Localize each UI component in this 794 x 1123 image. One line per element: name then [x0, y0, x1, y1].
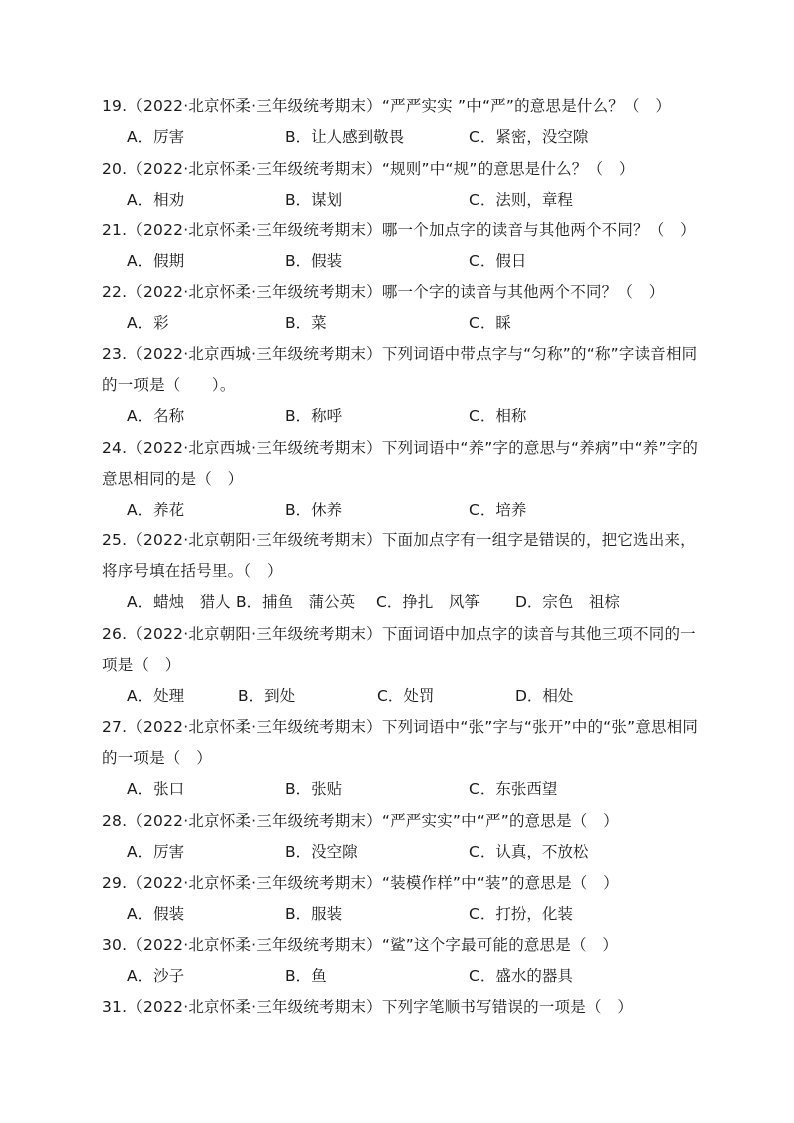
- question-28: [102, 806, 702, 868]
- question-text: 24.（2022·北京西城·三年级统考期末）下列词语中“养”字的意思与“养病”中“养”字的: [102, 439, 699, 457]
- option-b[interactable]: B．张贴: [285, 780, 343, 798]
- options-row: [102, 246, 702, 277]
- option-a[interactable]: A．厉害: [127, 843, 185, 861]
- options-row: [102, 122, 702, 153]
- options-row: [102, 681, 702, 712]
- question-text: 19.（2022·北京怀柔·三年级统考期末）“严严实实 ”中“严”的意思是什么？（ ）: [102, 97, 672, 115]
- option-c[interactable]: C．认真，不放松: [469, 843, 589, 861]
- option-c[interactable]: C．紧密，没空隙: [469, 128, 589, 146]
- option-a[interactable]: A．假期: [127, 252, 185, 270]
- option-a[interactable]: A．相劝: [127, 191, 185, 209]
- question-29: [102, 868, 702, 930]
- question-21: [102, 215, 702, 277]
- question-24: [102, 433, 702, 526]
- option-a[interactable]: A．养花: [127, 501, 185, 519]
- option-a[interactable]: A．厉害: [127, 128, 185, 146]
- option-c[interactable]: C．假日: [469, 252, 527, 270]
- option-c[interactable]: C．睬: [469, 314, 511, 332]
- options-row: [102, 837, 702, 868]
- options-row: [102, 587, 702, 618]
- option-b[interactable]: B．称呼: [285, 407, 343, 425]
- option-c[interactable]: C．东张西望: [469, 780, 558, 798]
- question-27: [102, 712, 702, 805]
- question-25: [102, 525, 702, 618]
- option-a[interactable]: A．蜡烛 猎人: [127, 593, 231, 611]
- option-a[interactable]: A．张口: [127, 780, 185, 798]
- option-c[interactable]: C．打扮，化装: [469, 905, 573, 923]
- options-row: [102, 401, 702, 432]
- option-b[interactable]: B．捕鱼 蒲公英: [236, 593, 356, 611]
- question-text: 28.（2022·北京怀柔·三年级统考期末）“严严实实”中“严”的意思是（ ）: [102, 812, 619, 830]
- options-row: [102, 899, 702, 930]
- option-b[interactable]: B．让人感到敬畏: [285, 128, 405, 146]
- option-c[interactable]: C．相称: [469, 407, 527, 425]
- question-text: 30.（2022·北京怀柔·三年级统考期末）“鲨”这个字最可能的意思是（ ）: [102, 936, 619, 954]
- options-row: [102, 774, 702, 805]
- option-b[interactable]: B．菜: [285, 314, 327, 332]
- option-a[interactable]: A．名称: [127, 407, 185, 425]
- question-text: 20.（2022·北京怀柔·三年级统考期末）“规则”中“规”的意思是什么？（ ）: [102, 160, 635, 178]
- option-c[interactable]: C．挣扎 风筝: [376, 593, 480, 611]
- option-b[interactable]: B．鱼: [285, 967, 327, 985]
- question-text: 26.（2022·北京朝阳·三年级统考期末）下面词语中加点字的读音与其他三项不同的一: [102, 625, 696, 643]
- option-b[interactable]: B．到处: [238, 687, 296, 705]
- question-30: [102, 930, 702, 992]
- question-31: [102, 992, 702, 1023]
- option-b[interactable]: B．假装: [285, 252, 343, 270]
- option-b[interactable]: B．服装: [285, 905, 343, 923]
- option-a[interactable]: A．彩: [127, 314, 169, 332]
- option-d[interactable]: D．相处: [515, 687, 574, 705]
- question-text: 21.（2022·北京怀柔·三年级统考期末）哪一个加点字的读音与其他两个不同？（ ）: [102, 221, 696, 239]
- options-row: [102, 185, 702, 216]
- option-a[interactable]: A．处理: [127, 687, 185, 705]
- question-20: [102, 154, 702, 216]
- option-c[interactable]: C．处罚: [377, 687, 435, 705]
- question-text: 23.（2022·北京西城·三年级统考期末）下列词语中带点字与“匀称”的“称”字读音相同: [102, 345, 698, 363]
- question-text-continued: 意思相同的是（ ）: [102, 470, 244, 488]
- option-d[interactable]: D．宗色 祖棕: [515, 593, 620, 611]
- question-text: 31.（2022·北京怀柔·三年级统考期末）下列字笔顺书写错误的一项是（ ）: [102, 998, 634, 1016]
- option-b[interactable]: B．休养: [285, 501, 343, 519]
- question-26: [102, 619, 702, 712]
- options-row: [102, 308, 702, 339]
- question-text: 22.（2022·北京怀柔·三年级统考期末）哪一个字的读音与其他两个不同？（ ）: [102, 283, 665, 301]
- question-23: [102, 339, 702, 432]
- question-22: [102, 277, 702, 339]
- question-text: 25.（2022·北京朝阳·三年级统考期末）下面加点字有一组字是错误的，把它选出来，: [102, 531, 696, 549]
- question-text: 27.（2022·北京怀柔·三年级统考期末）下列词语中“张”字与“张开”中的“张”意思相同: [102, 718, 699, 736]
- option-b[interactable]: B．没空隙: [285, 843, 358, 861]
- option-c[interactable]: C．培养: [469, 501, 527, 519]
- option-a[interactable]: A．沙子: [127, 967, 185, 985]
- option-a[interactable]: A．假装: [127, 905, 185, 923]
- question-text-continued: 的一项是（ ）: [102, 749, 212, 767]
- options-row: [102, 961, 702, 992]
- question-text-continued: 项是（ ）: [102, 656, 181, 674]
- option-b[interactable]: B．谋划: [285, 191, 343, 209]
- option-c[interactable]: C．盛水的器具: [469, 967, 573, 985]
- options-row: [102, 495, 702, 526]
- question-19: [102, 91, 702, 153]
- question-text-continued: 将序号填在括号里。（ ）: [102, 562, 283, 580]
- question-text: 29.（2022·北京怀柔·三年级统考期末）“装模作样”中“装”的意思是（ ）: [102, 874, 619, 892]
- option-c[interactable]: C．法则，章程: [469, 191, 573, 209]
- question-text-continued: 的一项是（ ）。: [102, 376, 236, 394]
